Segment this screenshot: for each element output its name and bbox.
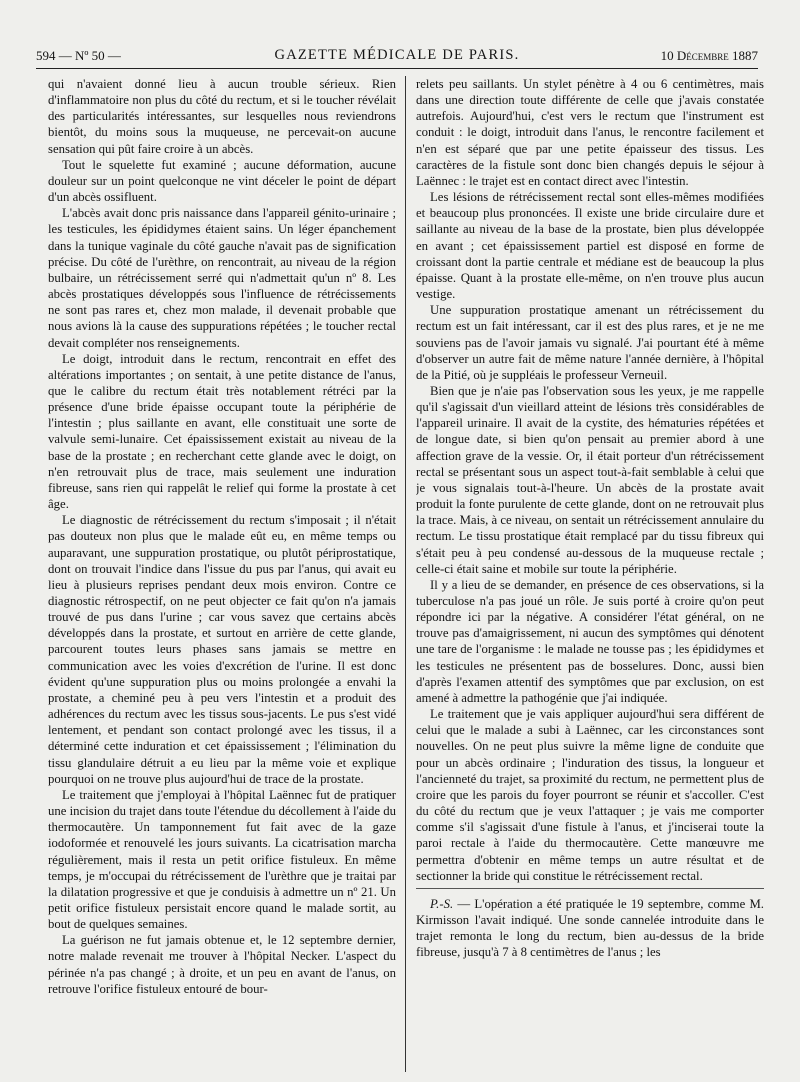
running-header [36,46,758,69]
issue-date [661,48,758,64]
paragraph: L'abcès avait donc pris naissance dans l'appareil génito-urinaire ; les testicules, les épididymes étaient sains. Un léger épanchement dans la tunique vaginale du côté gauche n'avait pas de signification précise. Du côté de l'urèthre, on rencontrait, au niveau de la région bulbaire, un rétrécissement serré qui n'admettait qu'un nº 8. Les abcès prostatiques développés sous l'influence de rétrécissements ne sont pas rares et, chez mon malade, il devenait probable que nous avions là la cause des suppurations répétées ; le toucher rectal devait compléter nos renseignements. [48,206,396,350]
postscript [416,896,764,961]
paragraph: Le traitement que j'employai à l'hôpital Laënnec fut de pratiquer une incision du trajet dans toute l'étendue du décollement à l'aide du thermocautère. Un tamponnement fut fait avec de la gaze iodoformée et renouvelé les jours suivants. La cicatrisation marcha régulièrement, mais il resta un petit orifice fistuleux. En même temps, je m'occupai du rétrécissement de l'urèthre que je traitai par la dilatation progressive et que je conduisis à admettre un nº 21. Un petit orifice fistuleux persistait encore quand le malade sortit, au bout de quelques semaines. [48,787,396,932]
issue-number: — Nº 50 — [58,48,121,63]
postscript-text: — L'opération a été pratiquée le 19 septembre, comme M. Kirmisson l'avait indiqué. Une sonde cannelée introduite dans le trajet remonta le long du rectum, bien au-dessus de la bride fibreuse, jusqu'à 7 à 8 centimètres de l'anus ; les [416,896,764,960]
postscript-label: P.-S. [430,896,454,911]
page-number-value: 594 [36,48,56,63]
date-month: Décembre [676,48,729,63]
paragraph: Le diagnostic de rétrécissement du rectum s'imposait ; il n'était pas douteux non plus que le malade eût eu, en même temps ou auparavant, une suppuration prostatique, ou plutôt périprostatique, dont on trouvait l'indice dans l'issue du pus par l'anus, qui avait eu lieu à plusieurs reprises pendant deux mois environ. Contre ce diagnostic rétrospectif, on ne peut objecter ce fait qu'on n'a jamais trouvé de pus dans l'urine ; car vous savez que certains abcès développés dans la prostate, et surtout en arrière de cette glande, parcourent toutes leurs phases sans jamais se mettre en communication avec les voies d'excrétion de l'urine. Il est donc évident qu'une suppuration plus ou moins prolongée a envahi la prostate, a cheminé peu à peu vers l'intestin et a produit des adhérences du rectum avec les tissus sous-jacents. Le pus s'est vidé lentement, et pendant son contact prolongé avec les tissus, il a déterminé cette induration et cet épaississement ; l'élimination du tissu glandulaire détruit a eu lieu par la même voie et explique pourquoi on ne trouve plus aujourd'hui de trace de la prostate. [48,513,396,786]
paragraph: Les lésions de rétrécissement rectal sont elles-mêmes modifiées et beaucoup plus prononcées. Il existe une bride circulaire dure et saillante au niveau de la base de la prostate, bien plus développée en avant ; cet épaississement partiel est disposé en forme de croissant dont la partie centrale et médiane est de beaucoup la plus épaisse. Quant à la prostate elle-même, on n'en trouve plus aucun vestige. [416,190,764,302]
paragraph: Le doigt, introduit dans le rectum, rencontrait en effet des altérations importantes ; on sentait, à une petite distance de l'anus, que le calibre du rectum était très notablement rétréci par la présence d'une bride épaisse occupant toute la périphérie de l'intestin ; plus saillante en avant, elle constituait une sorte de valvule semi-lunaire. Cet épaississement existait au niveau de la base de la prostate ; en recherchant cette glande avec le doigt, on n'en retrouvait plus de trace, mais seulement une induration fibreuse, sans rien qui rappelât le relief qui forme la prostate à cet âge. [48,351,396,512]
column-divider [405,76,406,1072]
left-column [48,76,396,1076]
paragraph: La guérison ne fut jamais obtenue et, le 12 septembre dernier, notre malade revenait me trouver à l'hôpital Necker. L'aspect du périnée n'a pas changé ; à droite, et un peu en avant de l'anus, on retrouve l'orifice fistuleux entouré de bour- [48,933,396,996]
right-column [416,76,764,1076]
paragraph: Une suppuration prostatique amenant un rétrécissement du rectum est un fait intéressant, car il est des plus rares, et je ne me souviens pas de l'avoir jamais vu signalé. J'ai pourtant été à même d'observer un autre fait de même nature l'année dernière, à l'hôpital de la Pitié, où je suppléais le professeur Verneuil. [416,303,764,382]
postscript-separator [416,888,764,889]
paragraph: relets peu saillants. Un stylet pénètre à 4 ou 6 centimètres, mais dans une direction toute différente de celle que j'avais constatée autrefois. Aujourd'hui, c'est vers le rectum que l'instrument est conduit : le doigt, introduit dans l'anus, le rencontre facilement et n'en est séparé que par une petite épaisseur des tissus. Les caractères de la fistule sont donc bien changés depuis le séjour à Laënnec : le trajet est en contact direct avec l'intestin. [416,77,764,188]
paragraph: qui n'avaient donné lieu à aucun trouble sérieux. Rien d'inflammatoire non plus du côté du rectum, et si le toucher révélait des particularités intéressantes, sur lesquelles nous reviendrons bientôt, du moins sous la muqueuse, ne percevait-on aucune sensation qui pût faire croire à un abcès. [48,77,396,156]
paragraph: Le traitement que je vais appliquer aujourd'hui sera différent de celui que le malade a subi à Laënnec, car les circonstances sont nouvelles. On ne peut plus suivre la même ligne de conduite que pour un abcès ordinaire ; l'induration des tissus, la longueur et l'ancienneté du trajet, sa proximité du rectum, ne permettent plus de croire que les parois du foyer pourront se réunir et s'accoller. C'est du côté du rectum que je veux l'attaquer ; je vais me comporter comme s'il s'agissait d'une fistule à l'anus, et j'inciserai toute la paroi rectale à l'aide du thermocautère. Cette manœuvre me permettra d'obtenir en même temps un autre résultat et de sectionner la bride qui constitue le rétrécissement rectal. [416,707,764,883]
date-day: 10 [660,48,674,63]
journal-title: GAZETTE MÉDICALE DE PARIS. [274,47,520,63]
date-year: 1887 [732,48,758,63]
paragraph: Tout le squelette fut examiné ; aucune déformation, aucune douleur sur un point quelconque ne vint déceler le point de départ d'un abcès ossifluent. [48,157,396,205]
paragraph: Bien que je n'aie pas l'observation sous les yeux, je me rappelle qu'il s'agissait d'un vieillard atteint de lésions très considérables de l'appareil urinaire. Il avait de la cystite, des hématuries répétées et de longue date, si bien qu'on pensait au premier abord à une affection grave de la vessie. Or, il était porteur d'un rétrécissement rectal se présentant sous un aspect tout-à-fait semblable à celui que je vous signalais tout-à-l'heure. Un abcès de la prostate avait produit la fonte purulente de cette glande, dont on ne retrouvait plus la trace. Mais, à ce niveau, on sentait un rétrécissement annulaire du rectum. Le tissu prostatique était remplacé par du tissu fibreux qui s'était peu à peu condensé au-dessous de la muqueuse rectale ; celle-ci était saine et mobile sur toute la périphérie. [416,383,764,576]
paragraph: Il y a lieu de se demander, en présence de ces observations, si la tuberculose n'a pas joué un rôle. Je suis porté à croire qu'on peut répondre ici par la négative. A considérer l'état général, on ne trouve pas d'amaigrissement, ni aucun des symptômes qui dénotent une tare de l'organisme : le malade ne tousse pas ; les épididymes et les testicules ne présentent pas de bosselures. Donc, aussi bien d'après l'examen attentif des symptômes que par exclusion, on est amené à admettre la pathogénie que j'ai indiquée. [416,577,764,705]
